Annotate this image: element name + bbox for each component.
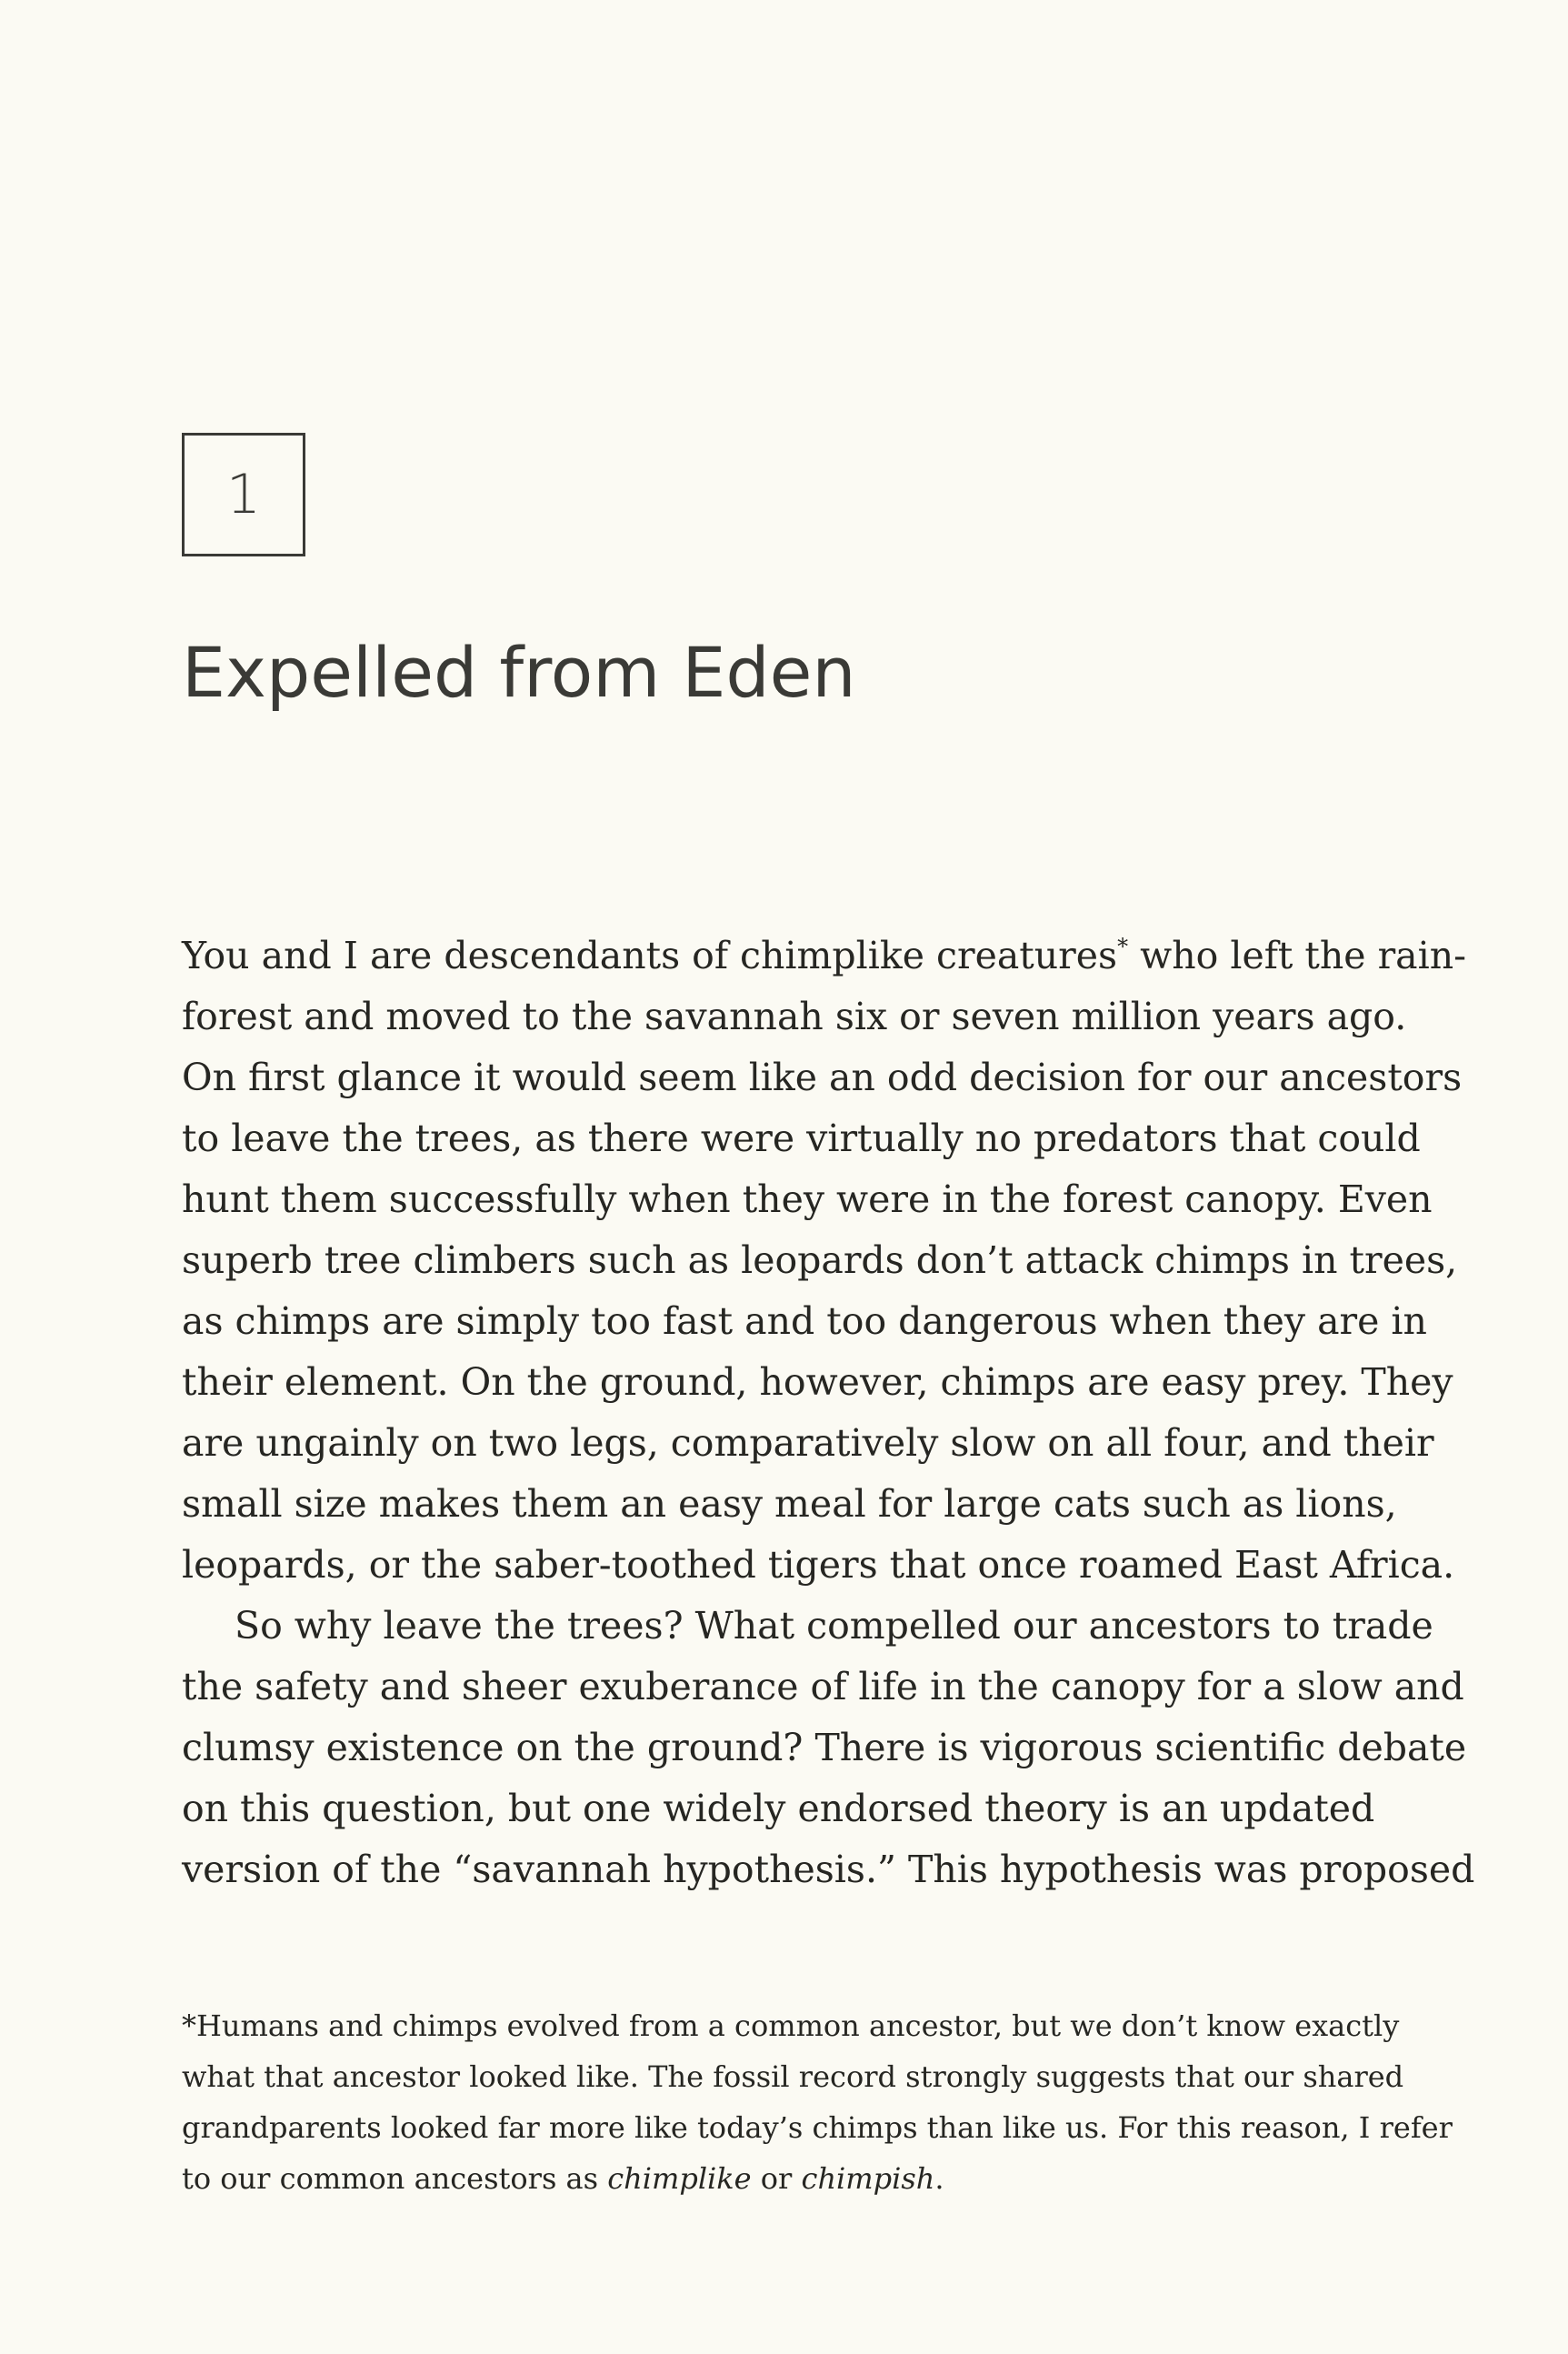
text-line-tail: who left the rain- <box>1128 934 1466 977</box>
footnote-line: *Humans and chimps evolved from a common ancestor, but we don’t know exactly <box>182 2008 1400 2043</box>
paragraph-1 <box>182 926 1466 1596</box>
text-line: superb tree climbers such as leopards don’t attack chimps in trees, <box>182 1238 1458 1282</box>
text-line: version of the “savannah hypothesis.” This hypothesis was proposed <box>182 1848 1475 1891</box>
text-line: on this question, but one widely endorsed theory is an updated <box>182 1787 1375 1830</box>
text-line: are ungainly on two legs, comparatively slow on all four, and their <box>182 1421 1434 1465</box>
footnote-term: chimplike <box>607 2161 752 2196</box>
text-line: So why leave the trees? What compelled our ancestors to trade <box>235 1604 1433 1648</box>
footnote-line: what that ancestor looked like. The fossil record strongly suggests that our shared <box>182 2059 1404 2094</box>
text-line: leopards, or the saber-toothed tigers that once roamed East Africa. <box>182 1543 1455 1587</box>
text-line: small size makes them an easy meal for large cats such as lions, <box>182 1482 1397 1526</box>
text-line: their element. On the ground, however, chimps are easy prey. They <box>182 1360 1453 1404</box>
footnote-connector: or <box>751 2161 802 2196</box>
text-line: forest and moved to the savannah six or seven million years ago. <box>182 995 1407 1038</box>
paragraph-2 <box>182 1596 1475 1900</box>
text-line: hunt them successfully when they were in the forest canopy. Even <box>182 1177 1433 1221</box>
footnote <box>182 2000 1453 2204</box>
body-text <box>182 926 1475 1900</box>
text-line-content: You and I are descendants of chimplike creatures <box>182 934 1118 977</box>
text-line <box>182 926 1466 987</box>
text-line: to leave the trees, as there were virtually no predators that could <box>182 1117 1421 1160</box>
chapter-number: 1 <box>225 463 262 526</box>
footnote-term: chimpish <box>801 2161 935 2196</box>
text-line: the safety and sheer exuberance of life in the canopy for a slow and <box>182 1665 1464 1708</box>
text-line: clumsy existence on the ground? There is vigorous scientific debate <box>182 1726 1467 1769</box>
footnote-line <box>182 2153 1365 2204</box>
chapter-number-box <box>182 433 305 556</box>
footnote-line: grandparents looked far more like today’s chimps than like us. For this reason, I refer <box>182 2110 1453 2145</box>
footnote-marker: * <box>1117 934 1129 959</box>
footnote-line-prefix: to our common ancestors as <box>182 2161 608 2196</box>
text-line: as chimps are simply too fast and too dangerous when they are in <box>182 1299 1427 1343</box>
chapter-title: Expelled from Eden <box>182 632 856 713</box>
text-line: On first glance it would seem like an odd decision for our ancestors <box>182 1056 1463 1099</box>
footnote-end: . <box>934 2161 944 2196</box>
